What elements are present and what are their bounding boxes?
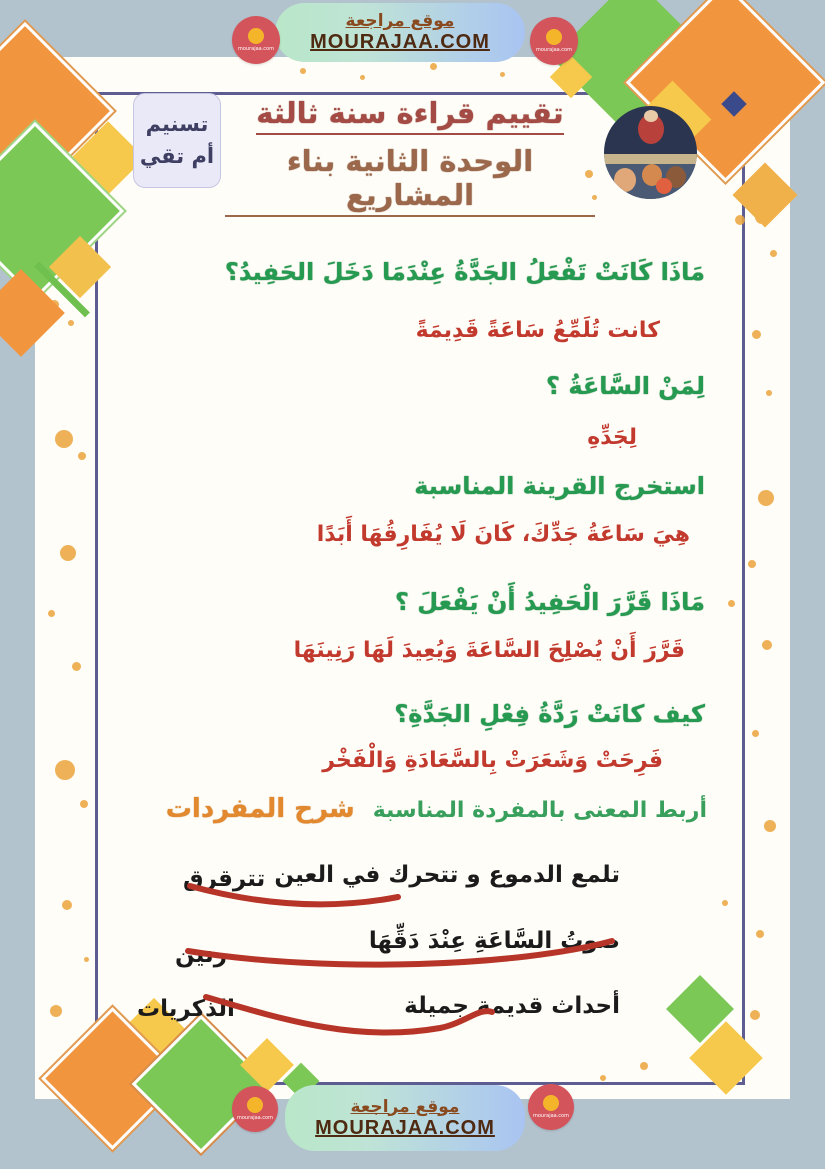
logo-caption: mourajaa.com xyxy=(535,47,572,53)
question-2: لِمَنْ السَّاعَةُ ؟ xyxy=(546,372,705,400)
site-banner-bottom[interactable] xyxy=(285,1085,525,1151)
match-line-2 xyxy=(188,941,612,965)
question-5: كيف كانَتْ رَدَّةُ فِعْلِ الجَدَّةِ؟ xyxy=(394,700,705,728)
worksheet-subtitle: الوحدة الثانية بناء المشاريع xyxy=(225,144,595,217)
answer-5: فَرِحَتْ وَشَعَرَتْ بِالسَّعَادَةِ وَالْفَخْر xyxy=(322,748,663,773)
logo-emblem-icon xyxy=(543,1095,559,1111)
match-meaning-3[interactable]: أحداث قديمة جميلة xyxy=(404,993,620,1019)
vocab-section-title: شرح المفردات xyxy=(165,794,355,824)
answer-2: لِجَدِّهِ xyxy=(587,425,637,450)
match-line-3 xyxy=(206,997,492,1033)
answer-1: كانت تُلَمِّعُ سَاعَةً قَدِيمَةً xyxy=(415,318,660,343)
match-word-1[interactable]: تترقرق xyxy=(183,866,266,892)
match-word-3[interactable]: الذكريات xyxy=(137,996,235,1022)
match-meaning-2[interactable]: صوتُ السَّاعَةِ عِنْدَ دَقِّهَا xyxy=(368,928,620,954)
answer-4: قَرَّرَ أَنْ يُصْلِحَ السَّاعَةَ وَيُعِيدَ لَهَا رَنِينَهَا xyxy=(293,638,685,663)
match-line-1 xyxy=(190,886,398,904)
site-logo-bottom-right xyxy=(528,1084,574,1130)
question-3: استخرج القرينة المناسبة xyxy=(414,472,705,500)
logo-emblem-icon xyxy=(247,1097,263,1113)
student-name-line2: أم تقي xyxy=(139,143,215,168)
logo-caption: mourajaa.com xyxy=(237,46,274,52)
vocab-instruction: أربط المعنى بالمفردة المناسبة xyxy=(372,798,707,823)
site-logo-bottom-left xyxy=(232,1086,278,1132)
logo-caption: mourajaa.com xyxy=(236,1115,273,1121)
match-word-2[interactable]: رنين xyxy=(175,942,227,968)
site-url-link[interactable]: MOURAJAA.COM xyxy=(315,1116,495,1139)
question-1: مَاذَا كَانَتْ تَفْعَلُ الجَدَّةُ عِنْدَمَا دَخَلَ الحَفِيدُ؟ xyxy=(224,258,705,286)
worksheet-title: تقييم قراءة سنة ثالثة xyxy=(256,96,563,135)
site-name-arabic[interactable]: موقع مراجعة xyxy=(345,11,455,31)
logo-caption: mourajaa.com xyxy=(532,1113,569,1119)
student-name-line1: تسنيم xyxy=(145,112,209,136)
site-url-link[interactable]: MOURAJAA.COM xyxy=(310,31,490,53)
question-4: مَاذَا قَرَّرَ الْحَفِيدُ أَنْ يَفْعَلَ ؟ xyxy=(394,588,705,616)
site-name-arabic[interactable]: موقع مراجعة xyxy=(350,1096,460,1117)
answer-3: هِيَ سَاعَةُ جَدِّكَ، كَانَ لَا يُفَارِقُهَا أَبَدًا xyxy=(316,522,690,547)
match-meaning-1[interactable]: تلمع الدموع و تتحرك في العين xyxy=(274,862,620,888)
